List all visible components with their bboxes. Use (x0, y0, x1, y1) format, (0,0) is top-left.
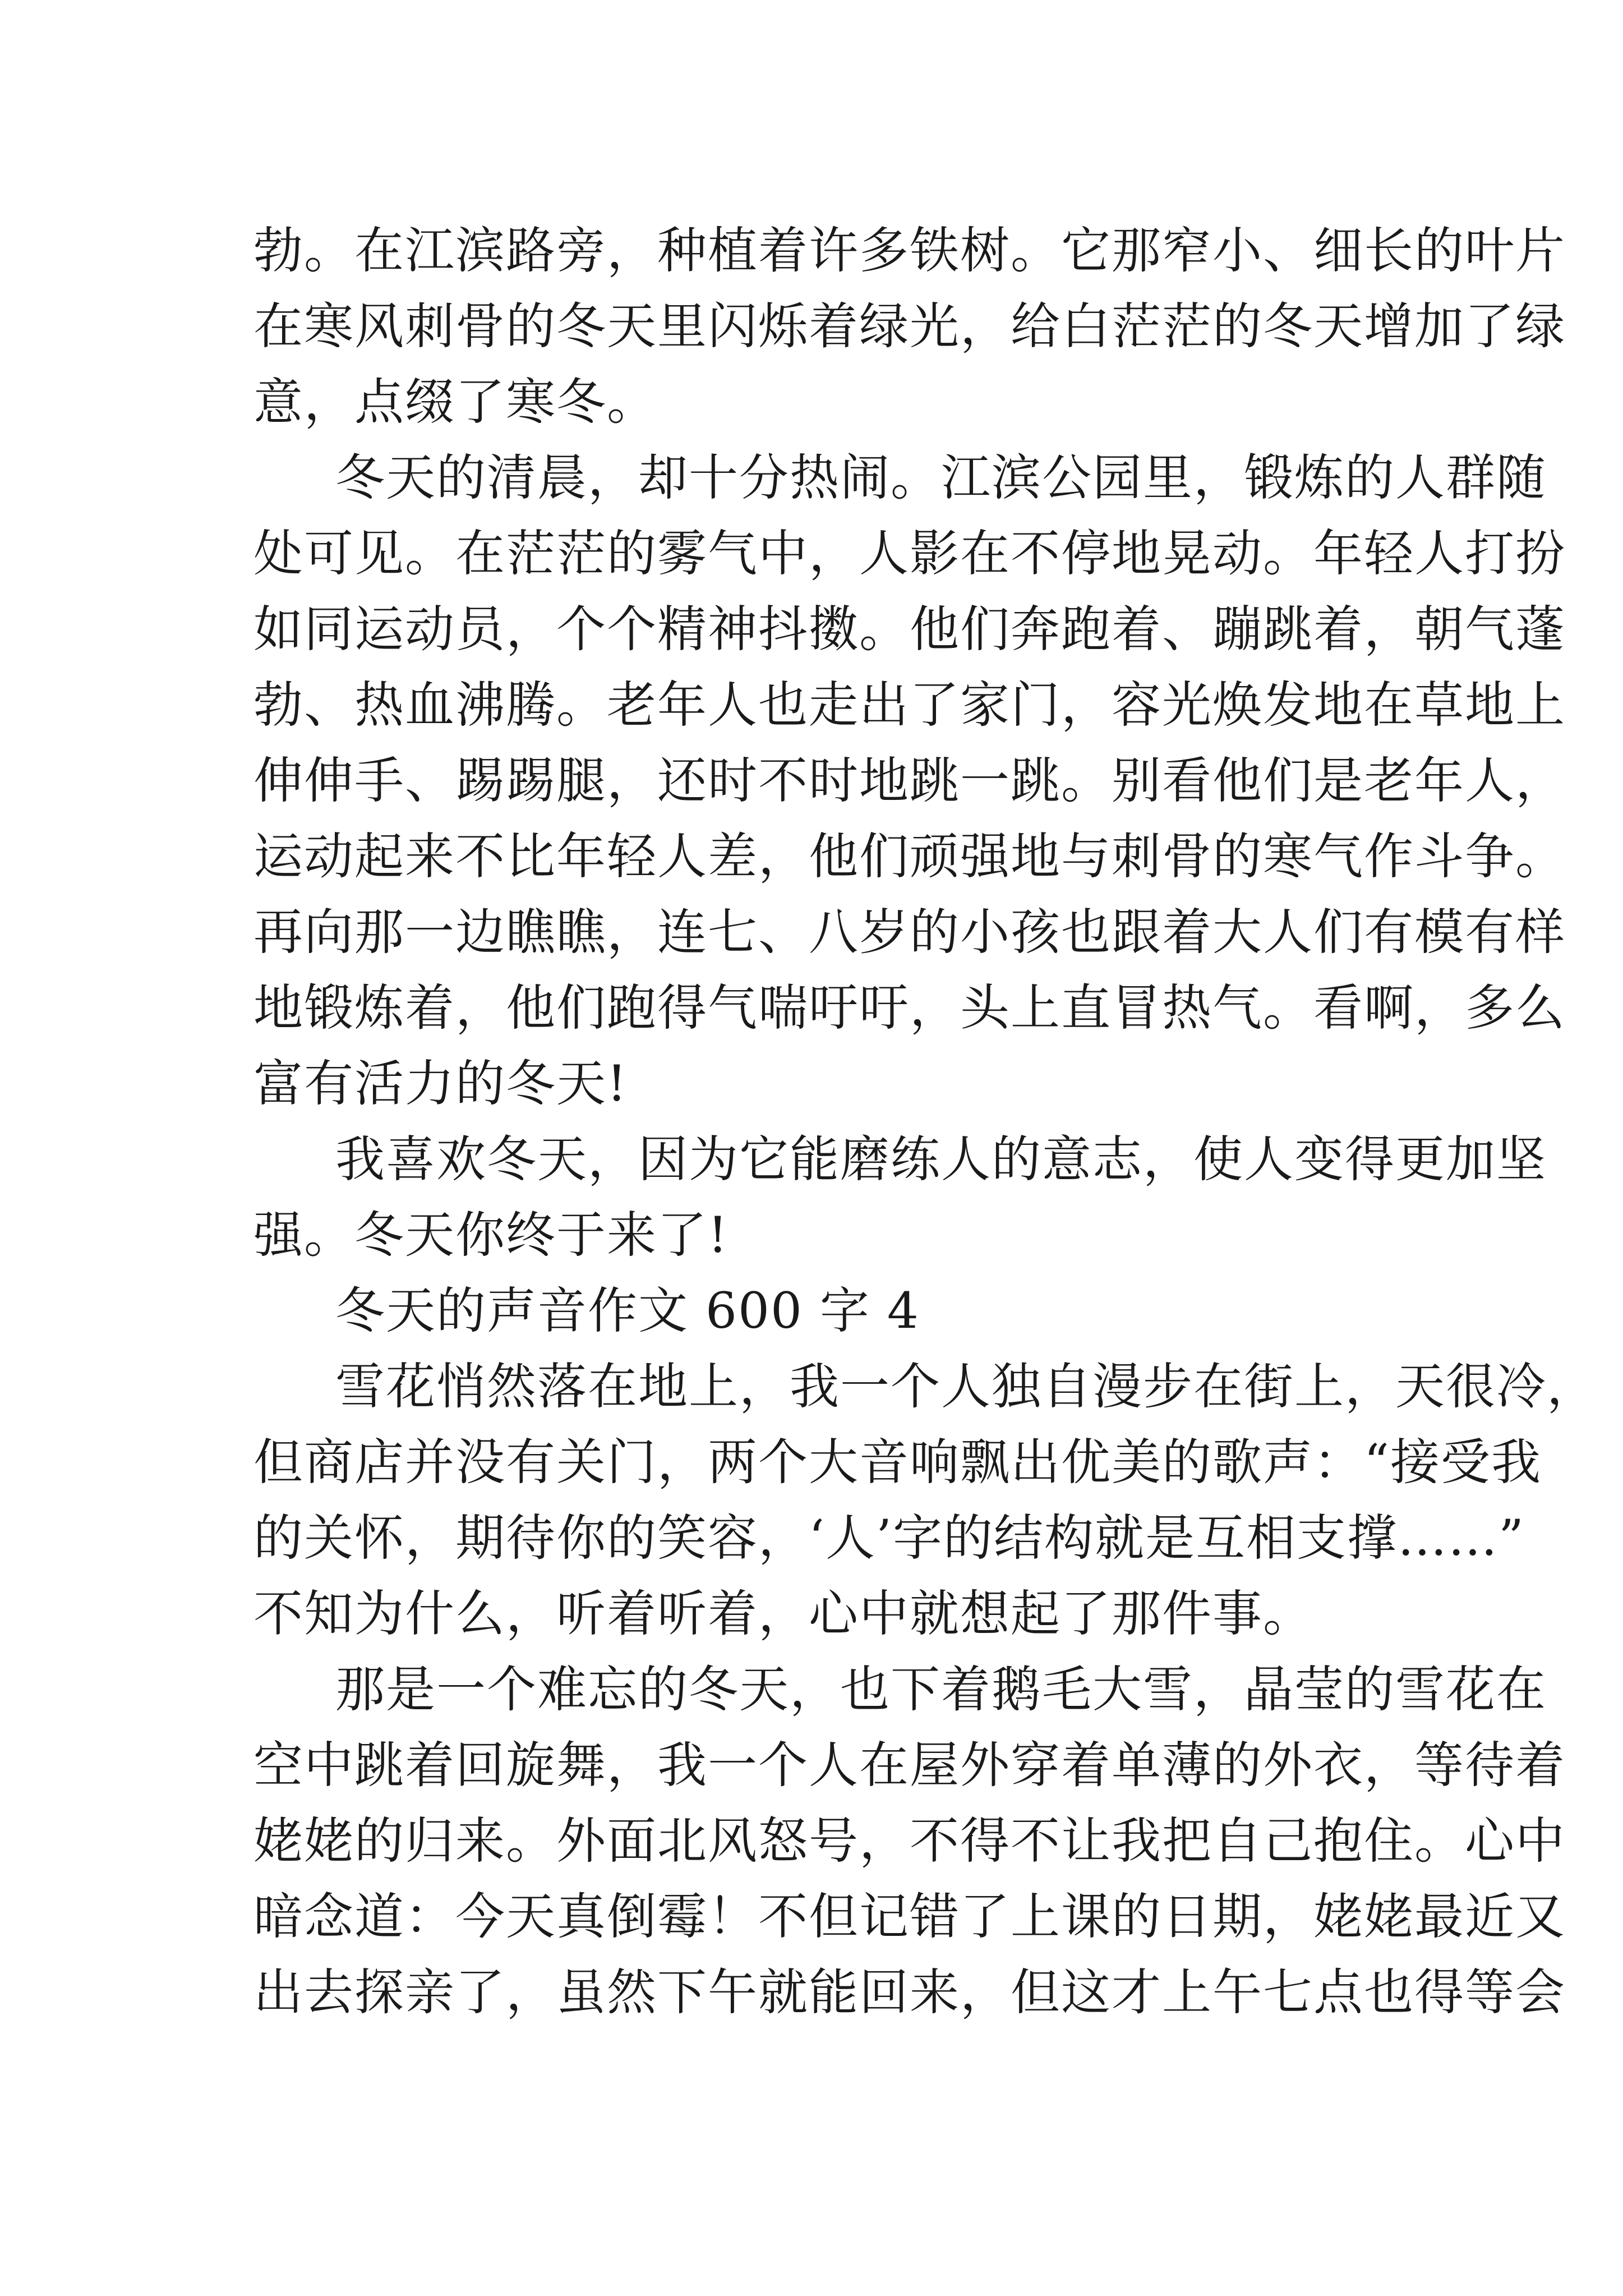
paragraph-first-line: 那是一个难忘的冬天，也下着鹅毛大雪，晶莹的雪花在 (335, 1660, 1547, 1718)
paragraph-first-line: 我喜欢冬天，因为它能磨练人的意志，使人变得更加坚 (335, 1130, 1547, 1188)
text-line: 意，点缀了寒冬。 (253, 373, 658, 431)
text-line: 地锻炼着，他们跑得气喘吁吁，头上直冒热气。看啊，多么 (253, 979, 1566, 1037)
text-line: 伸伸手、踢踢腿，还时不时地跳一跳。别看他们是老年人， (253, 752, 1566, 809)
text-line: 富有活力的冬天! (253, 1055, 628, 1112)
text-line: 在寒风刺骨的冬天里闪烁着绿光，给白茫茫的冬天增加了绿 (253, 297, 1566, 355)
text-line: 如同运动员，个个精神抖擞。他们奔跑着、蹦跳着，朝气蓬 (253, 600, 1566, 658)
section-heading: 冬天的声音作文 600 字 4 (335, 1282, 920, 1340)
text-line: 勃。在江滨路旁，种植着许多铁树。它那窄小、细长的叶片 (253, 222, 1566, 279)
text-line: 空中跳着回旋舞，我一个人在屋外穿着单薄的外衣，等待着 (253, 1736, 1566, 1794)
text-line: 处可见。在茫茫的雾气中，人影在不停地晃动。年轻人打扮 (253, 524, 1566, 582)
paragraph-first-line: 雪花悄然落在地上，我一个人独自漫步在街上，天很冷， (335, 1358, 1598, 1415)
text-line: 的关怀，期待你的笑容，‘人’字的结构就是互相支撑……” (253, 1509, 1525, 1567)
text-line: 运动起来不比年轻人差，他们顽强地与刺骨的寒气作斗争。 (253, 827, 1566, 885)
text-line: 出去探亲了，虽然下午就能回来，但这才上午七点也得等会 (253, 1963, 1566, 2021)
text-line: 强。冬天你终于来了! (253, 1206, 729, 1264)
paragraph-first-line: 冬天的清晨，却十分热闹。江滨公园里，锻炼的人群随 (335, 449, 1547, 507)
text-line: 姥姥的归来。外面北风怒号，不得不让我把自己抱住。心中 (253, 1812, 1566, 1870)
text-line: 暗念道：今天真倒霉！不但记错了上课的日期，姥姥最近又 (253, 1888, 1566, 1945)
text-line: 勃、热血沸腾。老年人也走出了家门，容光焕发地在草地上 (253, 676, 1566, 734)
text-line: 再向那一边瞧瞧，连七、八岁的小孩也跟着大人们有模有样 (253, 903, 1566, 961)
text-line: 但商店并没有关门，两个大音响飘出优美的歌声：“接受我 (253, 1433, 1542, 1491)
text-line: 不知为什么，听着听着，心中就想起了那件事。 (253, 1585, 1314, 1642)
